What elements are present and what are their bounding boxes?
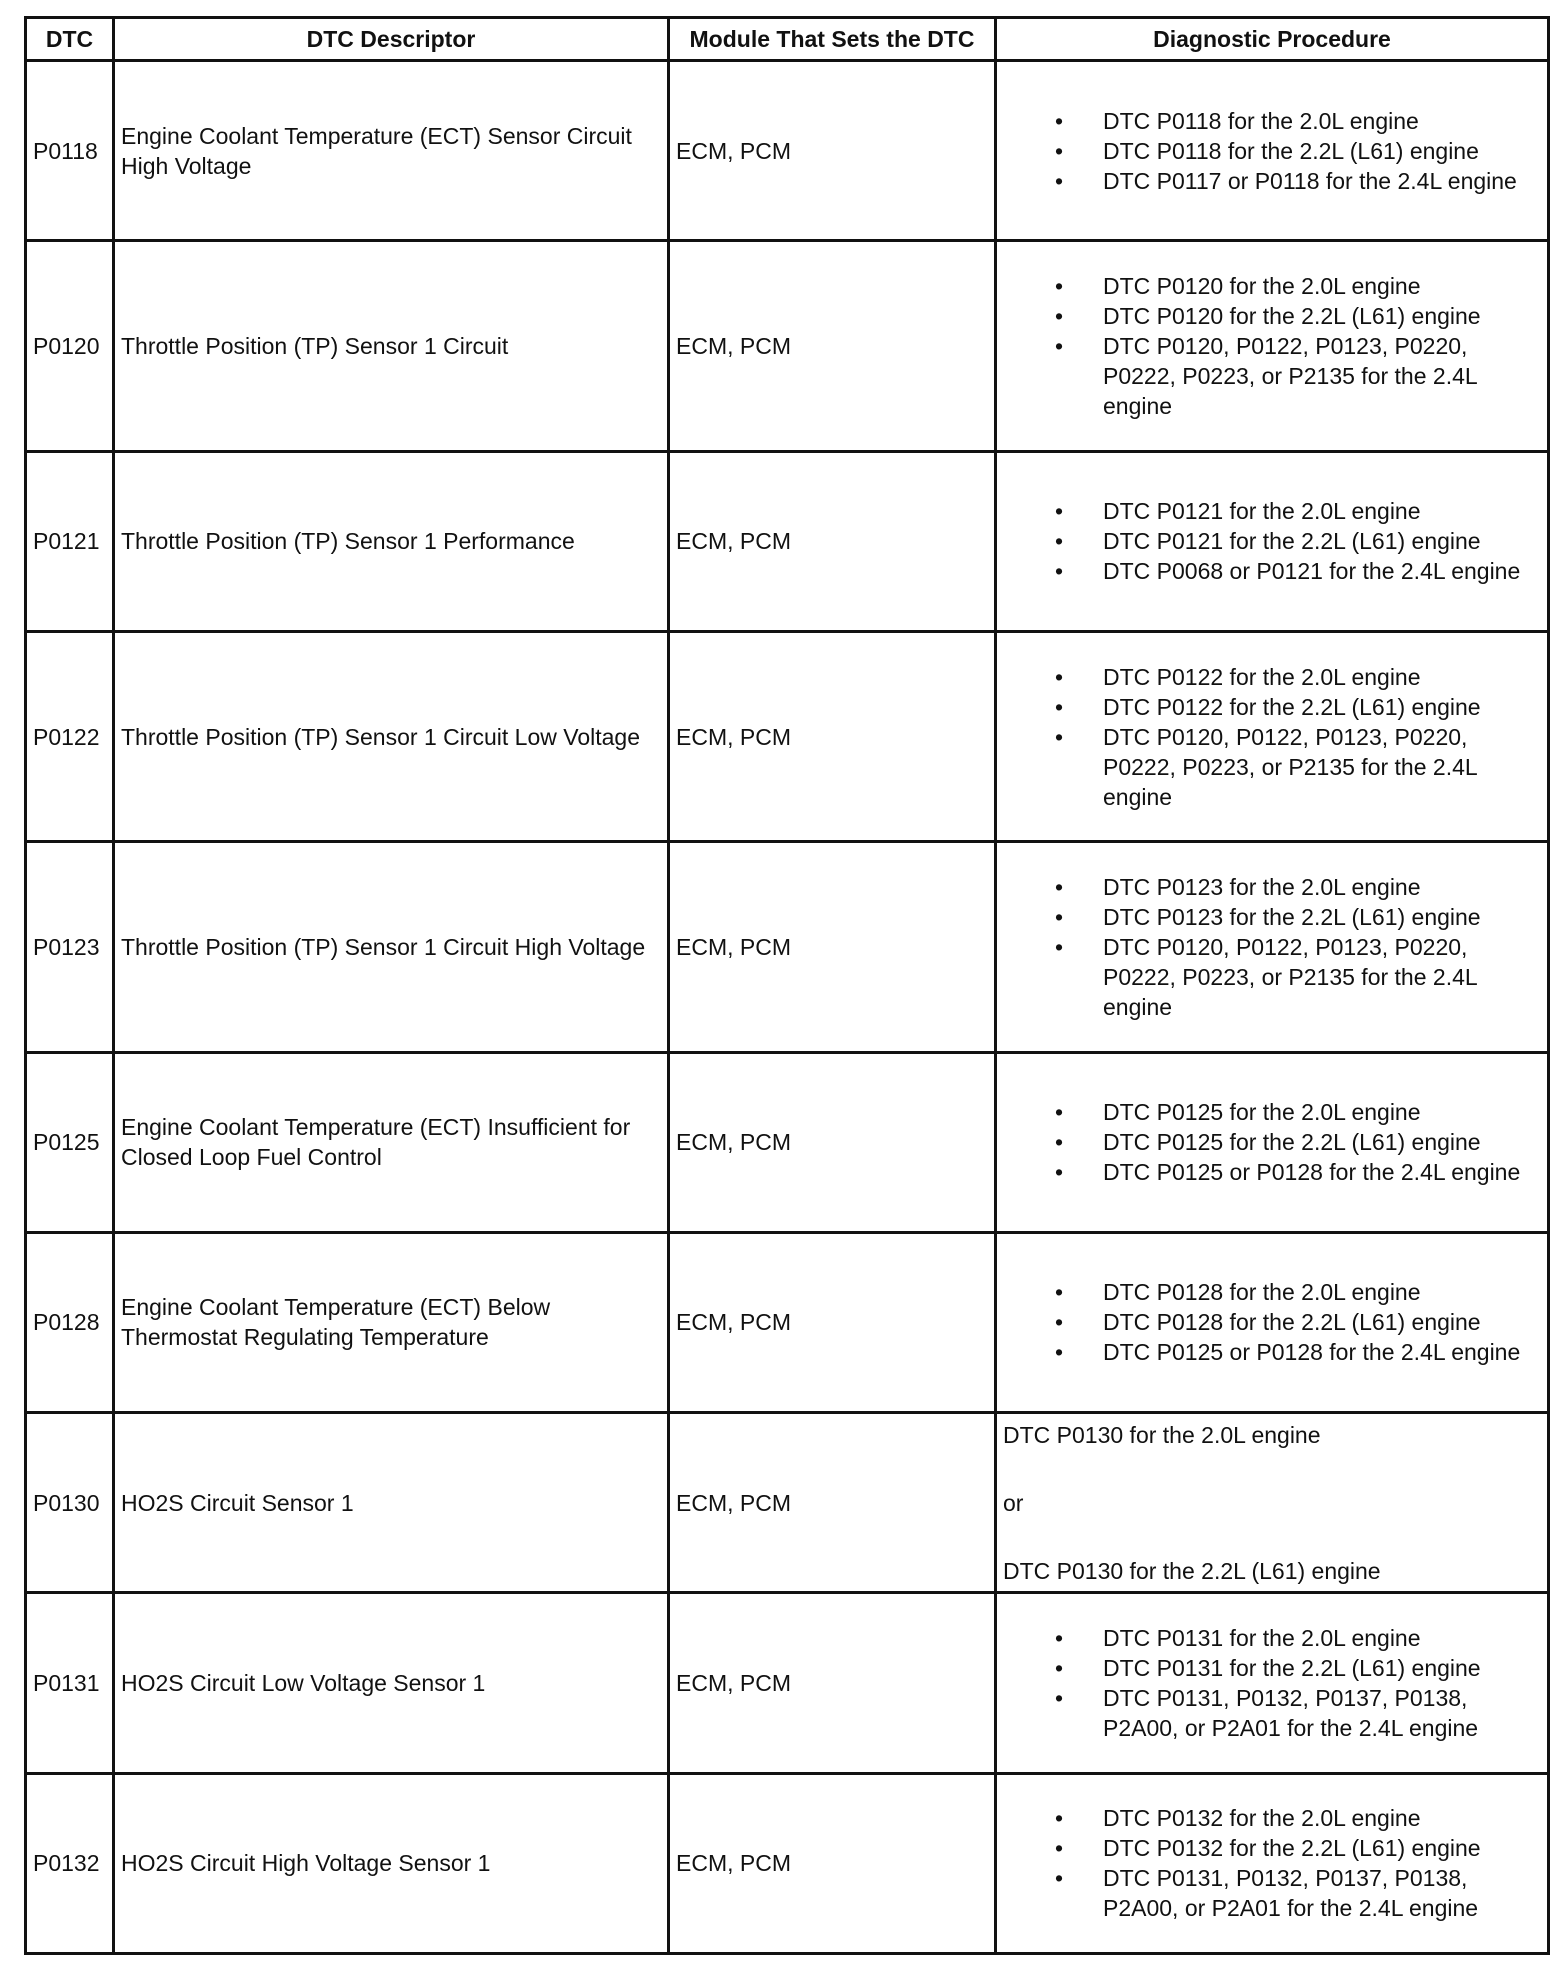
table-row: [26, 842, 1549, 1052]
dtc-descriptor: Engine Coolant Temperature (ECT) Below Thermostat Regulating Temperature: [114, 1232, 669, 1412]
procedure-item: • DTC P0123 for the 2.0L engine: [1003, 872, 1541, 902]
table-row: [26, 451, 1549, 631]
diagnostic-procedure: [996, 61, 1549, 241]
diagnostic-procedure: [996, 1773, 1549, 1953]
procedure-item: • DTC P0125 or P0128 for the 2.4L engine: [1003, 1157, 1541, 1187]
dtc-descriptor: HO2S Circuit High Voltage Sensor 1: [114, 1773, 669, 1953]
dtc-table: [24, 16, 1550, 1955]
procedure-item: • DTC P0120, P0122, P0123, P0220, P0222, P0223, or P2135 for the 2.4L engine: [1003, 932, 1541, 1022]
procedure-item: • DTC P0122 for the 2.0L engine: [1003, 662, 1541, 692]
dtc-code: P0120: [26, 241, 114, 451]
dtc-code: P0125: [26, 1052, 114, 1232]
procedure-item: • DTC P0121 for the 2.0L engine: [1003, 496, 1541, 526]
dtc-descriptor: Engine Coolant Temperature (ECT) Insufficient for Closed Loop Fuel Control: [114, 1052, 669, 1232]
dtc-module: ECM, PCM: [669, 1593, 996, 1773]
header-dtc: DTC: [26, 18, 114, 61]
diagnostic-procedure: [996, 451, 1549, 631]
dtc-descriptor: Throttle Position (TP) Sensor 1 Circuit High Voltage: [114, 842, 669, 1052]
dtc-descriptor: HO2S Circuit Sensor 1: [114, 1413, 669, 1593]
table-row: [26, 1232, 1549, 1412]
diagnostic-procedure: [996, 1052, 1549, 1232]
document-page: [24, 16, 1547, 1955]
diagnostic-procedure: [996, 631, 1549, 841]
diagnostic-procedure: [996, 842, 1549, 1052]
dtc-code: P0123: [26, 842, 114, 1052]
procedure-item: • DTC P0125 or P0128 for the 2.4L engine: [1003, 1337, 1541, 1367]
dtc-descriptor: Throttle Position (TP) Sensor 1 Circuit Low Voltage: [114, 631, 669, 841]
diagnostic-procedure: [996, 1593, 1549, 1773]
dtc-module: ECM, PCM: [669, 1052, 996, 1232]
procedure-item: • DTC P0128 for the 2.0L engine: [1003, 1277, 1541, 1307]
procedure-text: or: [1003, 1489, 1024, 1516]
table-row: [26, 1413, 1549, 1593]
table-row: [26, 241, 1549, 451]
procedure-item: • DTC P0125 for the 2.2L (L61) engine: [1003, 1127, 1541, 1157]
procedure-item: • DTC P0121 for the 2.2L (L61) engine: [1003, 526, 1541, 556]
dtc-descriptor: Throttle Position (TP) Sensor 1 Circuit: [114, 241, 669, 451]
procedure-item: • DTC P0120 for the 2.0L engine: [1003, 271, 1541, 301]
procedure-item: • DTC P0120, P0122, P0123, P0220, P0222, P0223, or P2135 for the 2.4L engine: [1003, 722, 1541, 812]
dtc-descriptor: Engine Coolant Temperature (ECT) Sensor Circuit High Voltage: [114, 61, 669, 241]
dtc-code: P0130: [26, 1413, 114, 1593]
dtc-module: ECM, PCM: [669, 61, 996, 241]
procedure-item: • DTC P0122 for the 2.2L (L61) engine: [1003, 692, 1541, 722]
procedure-item: • DTC P0125 for the 2.0L engine: [1003, 1097, 1541, 1127]
procedure-item: • DTC P0117 or P0118 for the 2.4L engine: [1003, 166, 1541, 196]
header-descriptor: DTC Descriptor: [114, 18, 669, 61]
table-row: [26, 1052, 1549, 1232]
dtc-module: ECM, PCM: [669, 842, 996, 1052]
header-module: Module That Sets the DTC: [669, 18, 996, 61]
header-row: [26, 18, 1549, 61]
procedure-item: • DTC P0118 for the 2.2L (L61) engine: [1003, 136, 1541, 166]
procedure-item: • DTC P0132 for the 2.0L engine: [1003, 1803, 1541, 1833]
dtc-code: P0132: [26, 1773, 114, 1953]
table-row: [26, 61, 1549, 241]
procedure-item: • DTC P0131, P0132, P0137, P0138, P2A00, or P2A01 for the 2.4L engine: [1003, 1863, 1541, 1923]
dtc-descriptor: HO2S Circuit Low Voltage Sensor 1: [114, 1593, 669, 1773]
procedure-text: DTC P0130 for the 2.0L engine: [1003, 1421, 1321, 1448]
table-row: [26, 631, 1549, 841]
procedure-item: • DTC P0128 for the 2.2L (L61) engine: [1003, 1307, 1541, 1337]
dtc-module: ECM, PCM: [669, 1232, 996, 1412]
procedure-item: • DTC P0118 for the 2.0L engine: [1003, 106, 1541, 136]
procedure-item: • DTC P0131, P0132, P0137, P0138, P2A00, or P2A01 for the 2.4L engine: [1003, 1683, 1541, 1743]
procedure-item: • DTC P0131 for the 2.2L (L61) engine: [1003, 1653, 1541, 1683]
dtc-code: P0121: [26, 451, 114, 631]
dtc-code: P0122: [26, 631, 114, 841]
dtc-code: P0118: [26, 61, 114, 241]
procedure-text: DTC P0130 for the 2.2L (L61) engine: [1003, 1557, 1381, 1584]
dtc-module: ECM, PCM: [669, 631, 996, 841]
dtc-module: ECM, PCM: [669, 451, 996, 631]
table-row: [26, 1593, 1549, 1773]
procedure-item: • DTC P0131 for the 2.0L engine: [1003, 1623, 1541, 1653]
procedure-item: • DTC P0123 for the 2.2L (L61) engine: [1003, 902, 1541, 932]
procedure-item: • DTC P0068 or P0121 for the 2.4L engine: [1003, 556, 1541, 586]
dtc-module: ECM, PCM: [669, 1773, 996, 1953]
header-procedure: Diagnostic Procedure: [996, 18, 1549, 61]
procedure-item: • DTC P0120 for the 2.2L (L61) engine: [1003, 301, 1541, 331]
procedure-item: • DTC P0132 for the 2.2L (L61) engine: [1003, 1833, 1541, 1863]
table-row: [26, 1773, 1549, 1953]
dtc-module: ECM, PCM: [669, 241, 996, 451]
diagnostic-procedure: [996, 241, 1549, 451]
diagnostic-procedure: [996, 1413, 1549, 1593]
dtc-code: P0131: [26, 1593, 114, 1773]
dtc-module: ECM, PCM: [669, 1413, 996, 1593]
diagnostic-procedure: [996, 1232, 1549, 1412]
procedure-item: • DTC P0120, P0122, P0123, P0220, P0222, P0223, or P2135 for the 2.4L engine: [1003, 331, 1541, 421]
dtc-descriptor: Throttle Position (TP) Sensor 1 Performance: [114, 451, 669, 631]
dtc-code: P0128: [26, 1232, 114, 1412]
